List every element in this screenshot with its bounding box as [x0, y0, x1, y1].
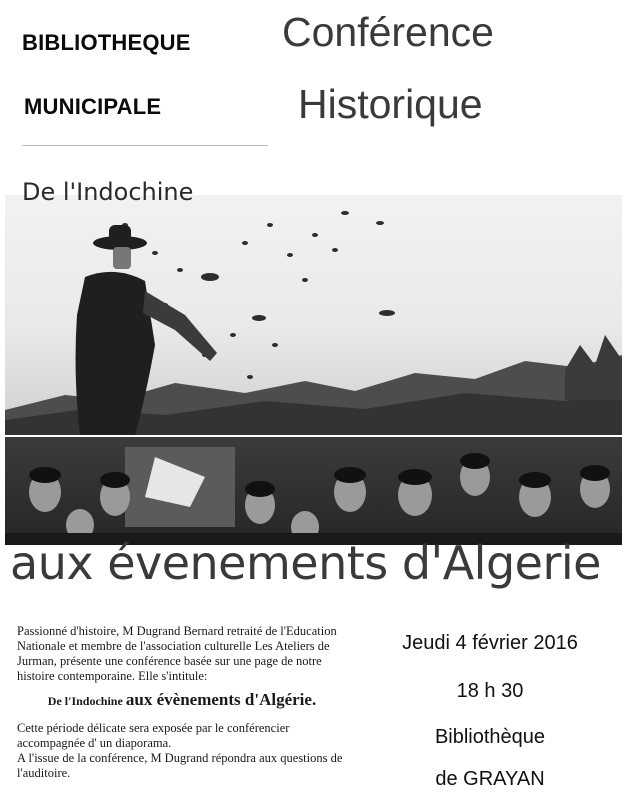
description-block — [17, 624, 347, 781]
photo-crowd — [5, 437, 622, 545]
event-date: Jeudi 4 février 2016 — [402, 632, 578, 654]
conference-title-line1: Conférence — [282, 9, 494, 55]
intitule-part2: aux évènements d'Algérie. — [125, 690, 317, 709]
theme-to: aux évenements d'Algerie — [10, 536, 601, 590]
event-venue-line1: Bibliothèque — [434, 726, 546, 748]
description-intitule — [17, 692, 347, 709]
theme-from: De l'Indochine — [22, 178, 194, 206]
event-time: 18 h 30 — [456, 680, 524, 702]
paratroopers-illustration — [5, 195, 622, 435]
description-paragraph-2: Cette période délicate sera exposée par le conférencier accompagnée d' un diaporama. — [17, 721, 290, 750]
library-name-line1: BIBLIOTHEQUE — [22, 30, 191, 55]
event-venue-line2: de GRAYAN — [435, 768, 545, 790]
description-paragraph-1: Passionné d'histoire, M Dugrand Bernard retraité de l'Education Nationale et membre de l'association culturelle Les Ateliers de Jurman, présente une conférence basée sur une page de notre histoire contemporaine. Elle s'intitule: — [17, 624, 337, 683]
intitule-part1: De l'Indochine — [47, 694, 123, 708]
description-paragraph-3: A l'issue de la conférence, M Dugrand répondra aux questions de l'auditoire. — [17, 751, 343, 780]
header-divider — [22, 145, 268, 146]
library-name-line2: MUNICIPALE — [24, 94, 162, 119]
conference-title-line2: Historique — [298, 81, 483, 127]
photo-paratroopers — [5, 195, 622, 435]
crowd-illustration — [5, 437, 622, 545]
